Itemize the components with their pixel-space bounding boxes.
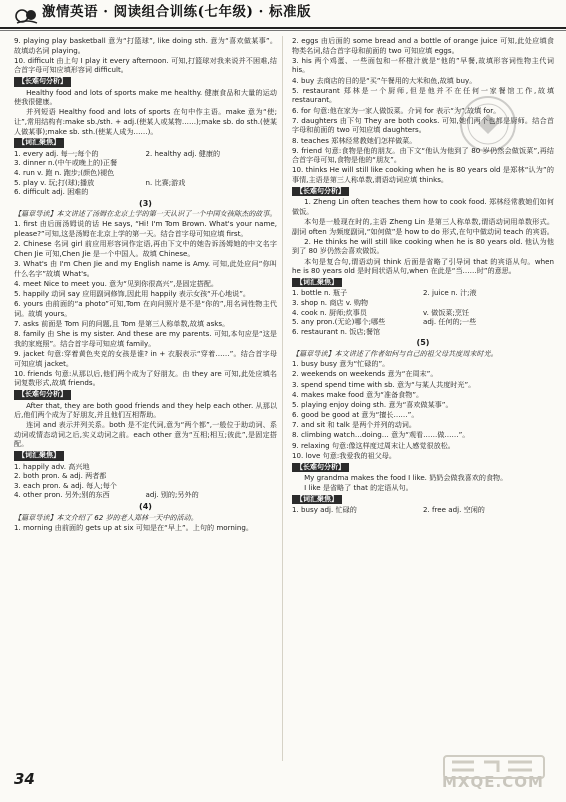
section-heading: 【词汇聚焦】 xyxy=(14,138,64,148)
header-rule-thin xyxy=(0,30,566,31)
vocab-entry: 1. bottle n. 瓶子 xyxy=(292,288,348,298)
vocab-entry xyxy=(146,462,278,472)
page-title: 激情英语 · 阅读组合训练(七年级) · 标准版 xyxy=(42,4,311,20)
answer-paragraph: 1. Zheng Lin often teaches them how to cook food. 郑林经常教她们如何做饭。 xyxy=(292,197,554,216)
passage-guide: 【篇章导读】本文介绍了 62 岁的老人郑林一天中的活动。 xyxy=(14,512,198,522)
passage-number: (3) xyxy=(139,198,152,208)
answer-paragraph: 5. playing enjoy doing sth. 意为“喜欢做某事”。 xyxy=(292,399,453,409)
answer-paragraph: 10. love 句意:我爱我的祖父母。 xyxy=(292,450,396,460)
section-heading-wrap xyxy=(14,76,277,88)
answer-paragraph: 8. teaches 郑林经常教她们怎样做菜。 xyxy=(292,135,417,145)
vocab-entry: 4. run v. 跑 n. 跑步;(颜色)褪色 xyxy=(14,167,115,177)
answer-paragraph: 4. buy 去商店的目的是“买”午餐用的大米和鱼,故填 buy。 xyxy=(292,75,477,85)
right-column xyxy=(292,36,554,515)
section-heading: 【长难句分析】 xyxy=(14,77,71,87)
column-divider xyxy=(282,36,283,761)
section-heading-wrap xyxy=(14,450,277,462)
book-logo-icon xyxy=(14,6,40,26)
passage-number: (5) xyxy=(416,338,430,348)
answer-paragraph: Healthy food and lots of sports make me healthy. 健康食品和大量的运动使我很健康。 xyxy=(14,87,277,107)
answer-paragraph: 5. restaurant 郑林是一个厨师,但是他并不在任何一家餐馆工作,故填 restaurant。 xyxy=(292,85,554,105)
vocab-row xyxy=(14,481,277,491)
answer-paragraph: 10. difficult 由上句 I play it every afternoon. 可知,打篮球对我来说并不困难,结合首字母可知应填形容词 difficult。 xyxy=(14,55,277,75)
answer-paragraph: 8. family 由 She is my sister. And these are my parents. 可知,本句应是“这是我的家庭照”。结合首字母可知应填 family。 xyxy=(14,329,277,348)
vocab-entry: 3. shop n. 商店 v. 购物 xyxy=(292,297,369,307)
answer-paragraph: 7. and sit 和 talk 是两个并列的动词。 xyxy=(292,420,416,430)
answer-paragraph: 连词 and 表示并列关系。both 是不定代词,意为“两个都”,一般位于助动词、系动词或情态动词之后,实义动词之前。each other 意为“互相;相互;彼此”,是固定搭配。 xyxy=(14,420,277,449)
section-heading: 【长难句分析】 xyxy=(14,390,71,400)
vocab-entry: 2. free adj. 空闲的 xyxy=(423,505,485,515)
vocab-entry: 2. both pron. & adj. 两者都 xyxy=(14,471,107,481)
vocab-entry xyxy=(146,158,278,168)
vocab-entry xyxy=(146,471,278,481)
passage-number: (4) xyxy=(139,502,152,512)
vocab-row xyxy=(292,308,554,318)
vocab-row xyxy=(292,505,554,515)
vocab-entry: 3. each pron. & adj. 每人;每个 xyxy=(14,480,117,490)
section-heading-wrap xyxy=(14,389,277,401)
vocab-entry xyxy=(146,168,278,178)
answer-paragraph: 4. meet Nice to meet you. 意为“见到你很高兴”,是固定搭配。 xyxy=(14,278,219,288)
vocab-entry: 3. dinner n.(中午或晚上的)正餐 xyxy=(14,158,118,168)
answer-paragraph: 3. What's 由 I'm Chen Jie and my English name is Amy. 可知,此处应问“你叫什么名字”故填 What's。 xyxy=(14,259,277,278)
vocab-entry xyxy=(423,298,554,308)
answer-paragraph: 6. good be good at 意为“擅长……”。 xyxy=(292,410,419,420)
answer-paragraph: 本句是一般现在时的,主语 Zheng Lin 是第三人称单数,谓语动词用单数形式。副词 often 为频度副词,“如何做”是 how to do 形式,在句中做动词 teach 的宾语。 xyxy=(292,217,554,236)
answer-paragraph: I like 是省略了 that 的定语从句。 xyxy=(304,483,413,493)
vocab-row xyxy=(14,149,277,159)
vocab-entry: 5. play v. 玩;打(球);播放 xyxy=(14,177,95,187)
vocab-row xyxy=(14,168,277,178)
answer-paragraph: 4. makes make food 意为“准备食物”。 xyxy=(292,389,424,399)
answer-paragraph: 5. happily 动词 say 应用副词修饰,因此用 happily 表示女孩“开心地说”。 xyxy=(14,289,250,298)
answer-paragraph: 9. relaxing 句意:像这样度过周末让人感觉很放松。 xyxy=(292,440,455,450)
vocab-row xyxy=(292,288,554,298)
vocab-entry: 6. difficult adj. 困难的 xyxy=(14,187,89,197)
answer-paragraph: 9. playing play basketball 意为“打篮球”, like doing sth. 意为“喜欢做某事”。故填动名词 playing。 xyxy=(14,36,277,55)
vocab-entry xyxy=(423,327,554,337)
vocab-row xyxy=(292,298,554,308)
answer-paragraph: 6. for 句意:他在家为一家人做饭菜。介词 for 表示“为”,故填 for。 xyxy=(292,105,501,115)
left-column xyxy=(14,36,277,533)
vocab-entry: 4. cook n. 厨师;炊事员 xyxy=(292,307,367,317)
watermark-text: MXQE.COM xyxy=(442,773,544,791)
vocab-row xyxy=(292,327,554,337)
vocab-entry: 1. busy adj. 忙碌的 xyxy=(292,505,357,515)
answer-paragraph: 2. eggs 由后面的 some bread and a bottle of orange juice 可知,此处应填食物类名词,结合首字母和前面的 two 可知应填 eggs。 xyxy=(292,36,554,55)
vocab-row xyxy=(292,317,554,327)
vocab-row xyxy=(14,187,277,197)
vocab-entry: v. 做饭菜;烹饪 xyxy=(423,307,470,317)
section-heading-wrap xyxy=(292,276,554,288)
answer-paragraph: 3. his 两个鸡蛋、一些面包和一杯橙汁就是“他的”早餐,故填形容词性物主代词 his。 xyxy=(292,55,554,75)
section-heading: 【长难句分析】 xyxy=(292,187,349,197)
answer-paragraph: 2. He thinks he will still like cooking when he is 80 years old. 他认为他到了 80 岁仍然会喜欢做饭。 xyxy=(292,236,554,256)
section-heading-wrap xyxy=(292,461,554,473)
vocab-row xyxy=(14,471,277,481)
passage-guide: 【篇章导读】本文讲述了汤姆在北京上学的第一天认识了一个中国女孩陈杰的故事。 xyxy=(14,209,277,219)
section-heading-wrap xyxy=(14,137,277,149)
answer-paragraph: 并列短语 Healthy food and lots of sports 在句中作主语。make 意为“使;让”,常用结构有:make sb./sth. + adj.(使某人或某物……);make sb. do sth.(使某人做某事);make sb. sth.(使某人成为……)。 xyxy=(14,107,277,136)
answer-paragraph: 6. yours 由前面的“a photo”可知,Tom 在向问照片是不是“你的”,用名词性物主代词。故填 yours。 xyxy=(14,299,277,318)
answer-paragraph: 7. asks 前面是 Tom 问的问题,且 Tom 是第三人称单数,故填 asks。 xyxy=(14,318,230,328)
vocab-entry xyxy=(146,187,278,197)
answer-paragraph: 9. friend 句意:食物是他的朋友。由下文“他认为他到了 80 岁仍然会做饭菜”,再结合首字母可知,食物是他的“朋友”。 xyxy=(292,145,554,165)
answer-paragraph: After that, they are both good friends and they help each other. 从那以后,他们两个成为了好朋友,并且他们互相帮助。 xyxy=(14,400,277,420)
section-heading: 【词汇聚焦】 xyxy=(14,451,64,461)
vocab-entry: n. 比赛;游戏 xyxy=(145,177,186,187)
vocab-row xyxy=(14,490,277,500)
answer-paragraph: 2. Chinese 名词 girl 前应用形容词作定语,再由下文中的她告诉汤姆她的中文名字 Chen Jie 可知,Chen Jie 是一个中国人。故填 Chinese。 xyxy=(14,239,277,258)
vocab-row xyxy=(14,462,277,472)
vocab-entry: 1. every adj. 每一;每个的 xyxy=(14,148,99,158)
vocab-entry: 6. restaurant n. 饭店;餐馆 xyxy=(292,326,381,336)
section-heading: 【词汇聚焦】 xyxy=(292,278,342,288)
vocab-row xyxy=(14,178,277,188)
vocab-entry: 2. juice n. 汁;液 xyxy=(423,288,477,298)
section-heading-wrap xyxy=(292,493,554,505)
answer-paragraph: 8. climbing watch…doing… 意为“观看……做……”。 xyxy=(292,430,470,440)
answer-paragraph: 3. spend spend time with sb. 意为“与某人共度时光”。 xyxy=(292,379,476,389)
section-heading-wrap xyxy=(292,185,554,197)
vocab-entry: adj. 别的;另外的 xyxy=(145,490,199,500)
vocab-entry: 5. any pron.(无论)哪个;哪些 xyxy=(292,317,386,327)
section-heading: 【长难句分析】 xyxy=(292,463,349,473)
header-rule xyxy=(0,27,566,29)
passage-guide: 【篇章导读】本文讲述了作者如何与自己的祖父母共度周末时光。 xyxy=(292,348,498,358)
vocab-entry xyxy=(146,481,278,491)
vocab-entry: 2. healthy adj. 健康的 xyxy=(145,148,221,158)
section-heading: 【词汇聚焦】 xyxy=(292,495,342,505)
answer-paragraph: 1. morning 由前面的 gets up at six 可知是在“早上”。上句的 morning。 xyxy=(14,522,253,532)
page-number: 34 xyxy=(14,770,35,788)
answer-paragraph: 7. daughters 由下句 They are both cooks. 可知,她们两个也都是厨师。结合首字母和前面的 two 可知应填 daughters。 xyxy=(292,115,554,135)
vocab-entry: adj. 任何的;一些 xyxy=(423,317,477,327)
vocab-row xyxy=(14,158,277,168)
answer-paragraph: My grandma makes the food I like. 奶奶会做我喜欢的食物。 xyxy=(304,473,508,482)
answer-paragraph: 10. friends 句意:从那以后,他们两个成为了好朋友。由 they are 可知,此处应填名词复数形式,故填 friends。 xyxy=(14,368,277,388)
answer-paragraph: 1. busy busy 意为“忙碌的”。 xyxy=(292,359,390,369)
answer-paragraph: 2. weekends on weekends 意为“在周末”。 xyxy=(292,369,438,379)
answer-paragraph: 本句是复合句,谓语动词 think 后面是省略了引导词 that 的宾语从句。when he is 80 years old 是时间状语从句,when 在此是“当……时”的意思。 xyxy=(292,256,554,276)
answer-paragraph: 1. first 由后面汤姆说的话 He says, “Hi! I'm Tom Brown. What's your name, please?”可知,这是汤姆在北京上学的第一天。结合首字母可知应填 first。 xyxy=(14,219,277,239)
vocab-entry: 4. other pron. 另外;别的东西 xyxy=(14,490,110,500)
answer-paragraph: 9. jacket 句意:穿着黄色夹克的女孩是谁? in + 衣服表示“穿着……”。结合首字母可知应填 jacket。 xyxy=(14,348,277,368)
answer-paragraph: 10. thinks He will still like cooking when he is 80 years old 是郑林“认为”的事情,主语是第三人称单数,谓语动词应填 thinks。 xyxy=(292,165,554,185)
vocab-entry: 1. happily adv. 高兴地 xyxy=(14,461,90,471)
